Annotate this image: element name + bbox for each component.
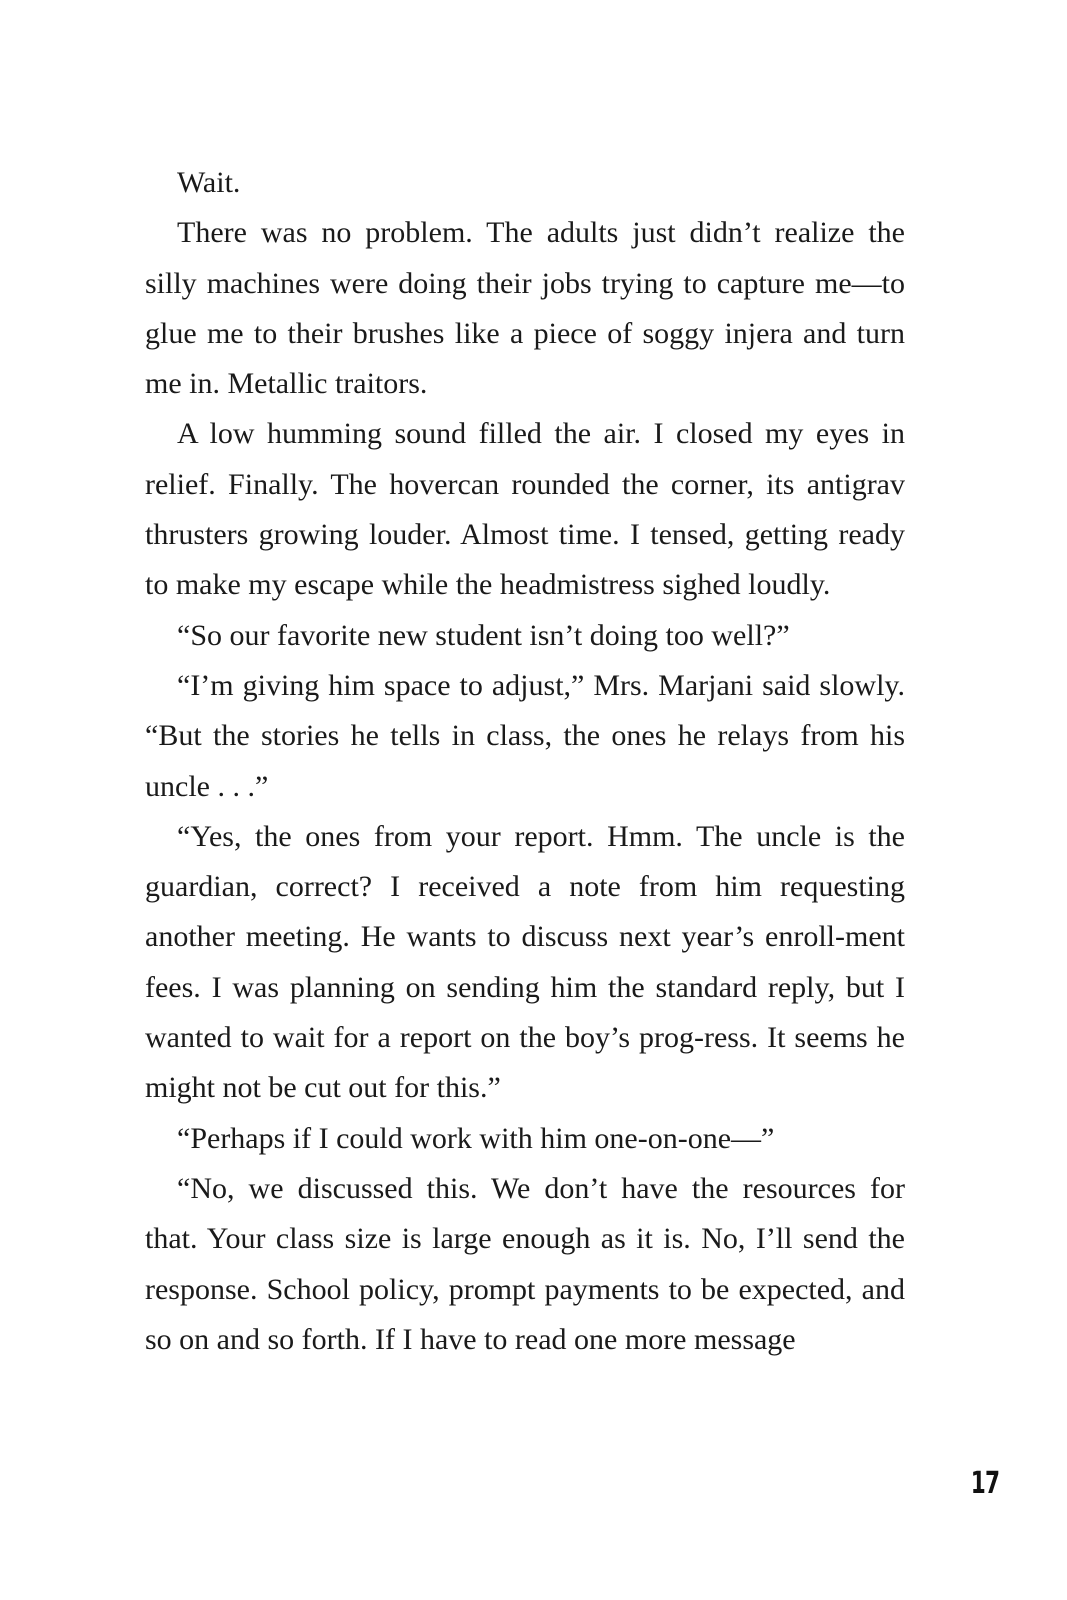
paragraph-6: “Yes, the ones from your report. Hmm. The uncle is the guardian, correct? I received a note from him requesting another meeting. He wants to discuss next year’s enroll-ment fees. I was planning on sending him the standard reply, but I wanted to wait for a report on the boy’s prog-ress. It seems he might not be cut out for this.” bbox=[145, 819, 905, 1105]
paragraph-3: A low humming sound filled the air. I closed my eyes in relief. Finally. The hovercan rounded the corner, its antigrav thrusters growing louder. Almost time. I tensed, getting ready to make my escape while the headmistress sighed loudly. bbox=[145, 417, 905, 602]
paragraph-4: “So our favorite new student isn’t doing too well?” bbox=[177, 618, 790, 652]
page-number: 17 bbox=[970, 1466, 1000, 1501]
paragraph-5: “I’m giving him space to adjust,” Mrs. Marjani said slowly. “But the stories he tells in class, the ones he relays from his uncle . . .” bbox=[145, 668, 905, 803]
paragraph-8: “No, we discussed this. We don’t have the resources for that. Your class size is large enough as it is. No, I’ll send the response. School policy, prompt payments to be expected, and so on and so forth. If I have to read one more message bbox=[145, 1171, 905, 1356]
body-text bbox=[145, 158, 905, 1365]
paragraph-7: “Perhaps if I could work with him one-on-one—” bbox=[177, 1121, 775, 1155]
paragraph-1: Wait. bbox=[177, 166, 241, 199]
paragraph-2: There was no problem. The adults just didn’t realize the silly machines were doing their jobs trying to capture me—to glue me to their brushes like a piece of soggy injera and turn me in. Metallic traitors. bbox=[145, 216, 905, 401]
